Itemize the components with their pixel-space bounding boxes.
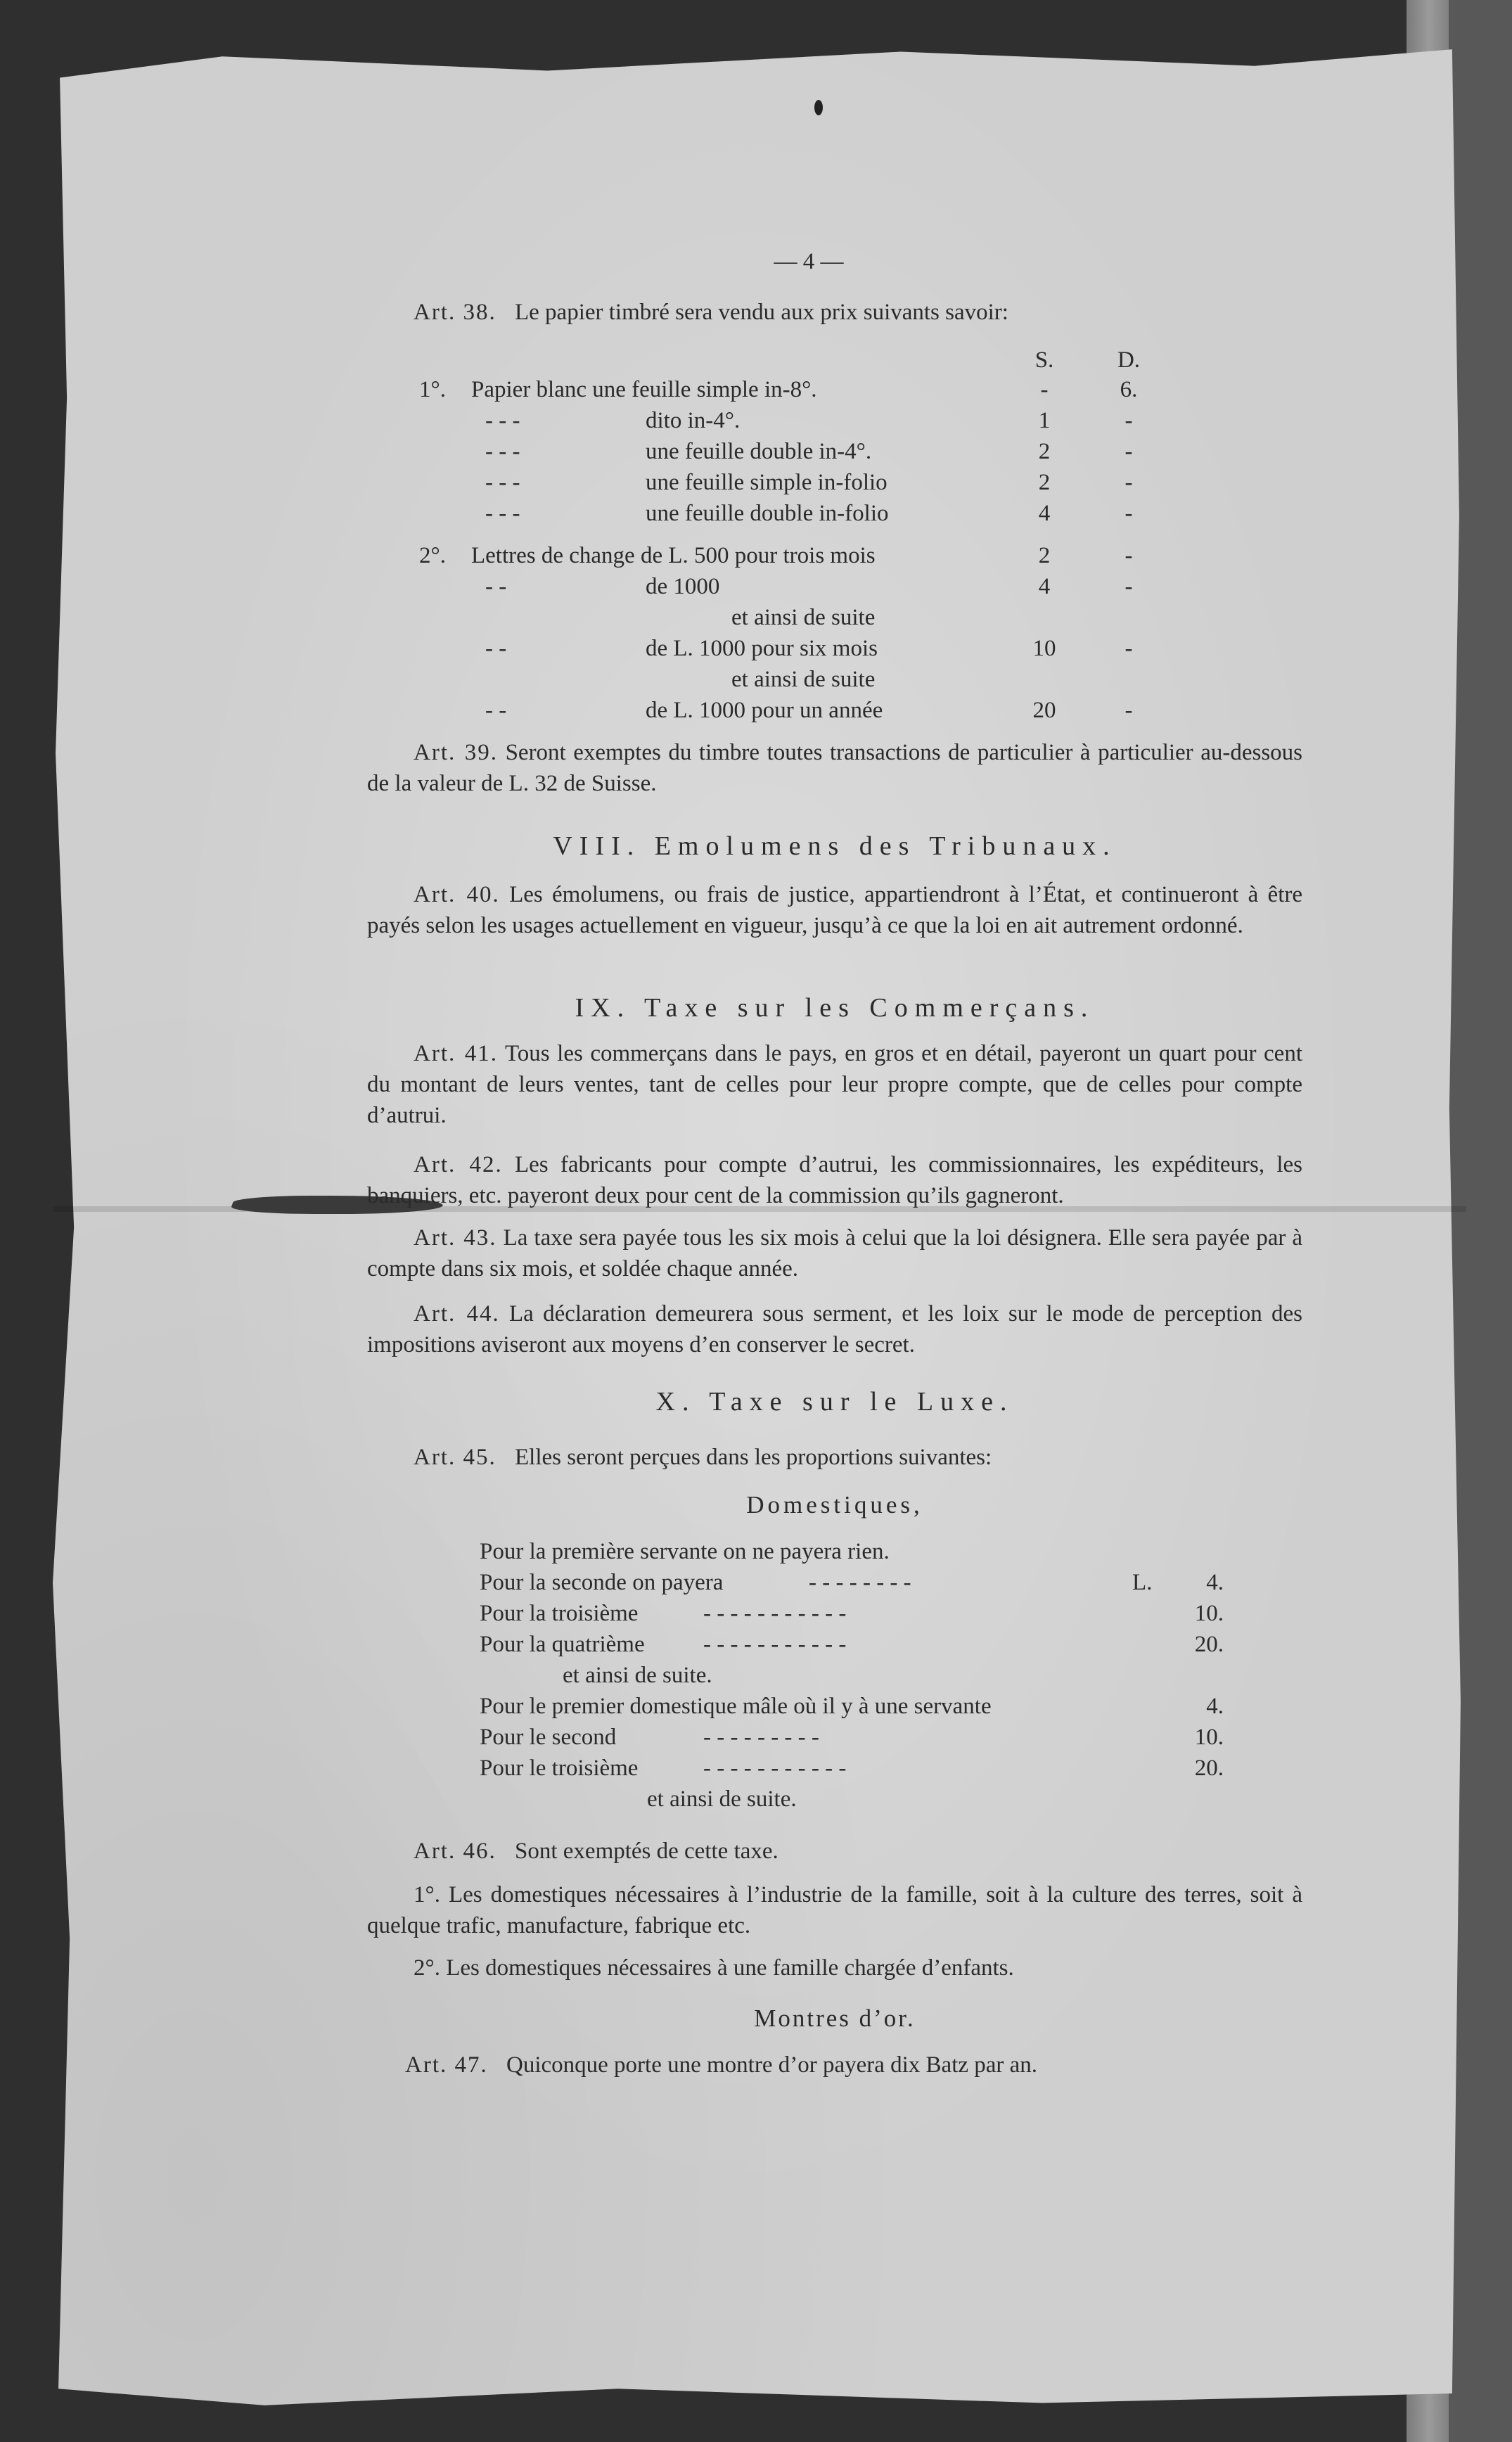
art38-row-ditto: - - -: [485, 501, 520, 526]
art38-col-s: S.: [1034, 347, 1054, 373]
art38-row-sols: 4: [1038, 574, 1051, 599]
art40-text: Les émolumens, ou frais de justice, appartiendront à l’État, et continueront à être payés selon les usages actuellement en vigueur, jusqu’à ce que la loi en ait autrement ordonné.: [367, 882, 1303, 938]
art43-text: La taxe sera payée tous les six mois à celui que la loi désignera. Elle sera payée par à compte dans six mois, et soldée chaque année.: [367, 1225, 1303, 1281]
art38-row-ditto: - - -: [485, 408, 520, 433]
art38-text: Le papier timbré sera vendu aux prix suivants savoir:: [515, 300, 1008, 325]
art38-row-description: Lettres de change de L. 500 pour trois mois: [471, 543, 876, 568]
art38-row-deniers: -: [1125, 698, 1133, 723]
art39-label: Art. 39.: [414, 740, 499, 765]
art38-label: Art. 38.: [414, 300, 496, 325]
art46-item-2: 2°. Les domestiques nécessaires à une famille chargée d’enfants.: [414, 1955, 1014, 1981]
art45-row-amount: 20.: [1194, 1632, 1224, 1657]
art38-row-description: une feuille double in-4°.: [646, 439, 872, 464]
art38-row-deniers: -: [1125, 470, 1133, 495]
art38-row-description: de L. 1000 pour six mois: [646, 636, 878, 661]
art45-row-description: Pour la seconde on payera: [480, 1570, 724, 1595]
art45-paragraph: [414, 1443, 992, 1471]
art40-label: Art. 40.: [414, 882, 500, 907]
art38-row-number: 2°.: [419, 543, 446, 568]
art38-row-ditto: - - -: [485, 470, 520, 495]
art45-row-description: Pour la troisième: [480, 1601, 639, 1626]
montres-subtitle: Montres d’or.: [754, 2005, 916, 2032]
art38-row-deniers: -: [1125, 408, 1133, 433]
art40-paragraph: [367, 879, 1302, 941]
art44-label: Art. 44.: [414, 1301, 500, 1327]
art38-row-sols: 2: [1038, 439, 1051, 464]
art38-row-number: 1°.: [419, 377, 446, 402]
section-8-heading: VIII. Emolumens des Tribunaux.: [553, 831, 1117, 861]
art45-row-currency: L.: [1132, 1570, 1153, 1595]
art45-text: Elles seront perçues dans les proportions suivantes:: [515, 1445, 992, 1470]
art38-row-ditto: - -: [485, 636, 507, 661]
art45-row-amount: 10.: [1194, 1725, 1224, 1750]
art45-row-leader: - - - - - - - -: [809, 1570, 911, 1595]
art45-row-description: Pour la première servante on ne payera rien.: [480, 1539, 890, 1564]
art45-row-leader: - - - - - - - - -: [703, 1725, 819, 1750]
art45-row-description: Pour le troisième: [480, 1756, 639, 1781]
art41-paragraph: [367, 1038, 1302, 1131]
section-10-heading: X. Taxe sur le Luxe.: [655, 1387, 1014, 1417]
domestiques-subtitle: Domestiques,: [746, 1491, 923, 1519]
art46-paragraph: [414, 1837, 779, 1865]
art38-row-description: de 1000: [646, 574, 720, 599]
art46-item-1: 1°. Les domestiques nécessaires à l’industrie de la famille, soit à la culture des terres, soit à quelque trafic, manufacture, fabrique etc.: [367, 1882, 1302, 1938]
art38-row-deniers: -: [1125, 439, 1133, 464]
art45-row-amount: 4.: [1206, 1570, 1224, 1595]
art41-label: Art. 41.: [414, 1041, 499, 1066]
art45-row-amount: 4.: [1206, 1694, 1224, 1719]
art47-text: Quiconque porte une montre d’or payera dix Batz par an.: [506, 2052, 1038, 2078]
art38-row-sols: 2: [1038, 470, 1051, 495]
art38-row-sols: 20: [1032, 698, 1056, 723]
art42-label: Art. 42.: [414, 1152, 503, 1177]
art43-paragraph: [367, 1222, 1302, 1284]
art38-row-deniers: 6.: [1120, 377, 1138, 402]
art44-text: La déclaration demeurera sous serment, et les loix sur le mode de perception des impositions aviseront aux moyens d’en conserver le secret.: [367, 1301, 1303, 1357]
art38-row-description: Papier blanc une feuille simple in-8°.: [471, 377, 817, 402]
art38-row-deniers: -: [1125, 636, 1133, 661]
art41-text: Tous les commerçans dans le pays, en gros et en détail, payeront un quart pour cent du montant de leurs ventes, tant de celles pour leur propre compte, que de celles pour compte d’autrui.: [367, 1041, 1302, 1128]
art42-paragraph: [367, 1149, 1302, 1211]
art43-label: Art. 43.: [414, 1225, 497, 1251]
art38-row-sols: 1: [1038, 408, 1051, 433]
art38-paragraph: [414, 298, 1008, 326]
art44-paragraph: [367, 1298, 1302, 1360]
art47-label: Art. 47.: [405, 2052, 488, 2078]
section-9-heading: IX. Taxe sur les Commerçans.: [575, 993, 1095, 1023]
art38-row-deniers: -: [1125, 501, 1133, 526]
art38-row-sols: 4: [1038, 501, 1051, 526]
art42-text: Les fabricants pour compte d’autrui, les commissionnaires, les expéditeurs, les banquiers, etc. payeront deux pour cent de la commission qu’ils gagneront.: [367, 1152, 1302, 1208]
art45-label: Art. 45.: [414, 1445, 496, 1470]
art39-paragraph: [367, 737, 1302, 799]
art38-row-sols: 2: [1038, 543, 1051, 568]
art45-row-amount: 10.: [1194, 1601, 1224, 1626]
art38-row-ditto: - -: [485, 698, 507, 723]
art45-row-description: et ainsi de suite.: [647, 1786, 797, 1812]
art45-row-amount: 20.: [1194, 1756, 1224, 1781]
art45-row-description: et ainsi de suite.: [563, 1663, 712, 1688]
art38-row-ditto: - -: [485, 574, 507, 599]
art38-col-d: D.: [1117, 347, 1141, 373]
art38-row-description: de L. 1000 pour un année: [646, 698, 883, 723]
art45-row-description: Pour la quatrième: [480, 1632, 645, 1657]
art38-row-description: une feuille double in-folio: [646, 501, 889, 526]
art38-row-ditto: - - -: [485, 439, 520, 464]
art38-row-description: et ainsi de suite: [731, 667, 876, 692]
art46-text: Sont exemptés de cette taxe.: [515, 1839, 779, 1864]
art38-row-deniers: -: [1125, 543, 1133, 568]
art45-row-description: Pour le second: [480, 1725, 617, 1750]
art46-label: Art. 46.: [414, 1839, 496, 1864]
art38-row-sols: 10: [1032, 636, 1056, 661]
art38-row-deniers: -: [1125, 574, 1133, 599]
art45-row-leader: - - - - - - - - - - -: [703, 1632, 847, 1657]
art38-row-description: une feuille simple in-folio: [646, 470, 888, 495]
art47-paragraph: [405, 2051, 1037, 2079]
art45-row-description: Pour le premier domestique mâle où il y à une servante: [480, 1694, 992, 1719]
art38-row-description: dito in-4°.: [646, 408, 741, 433]
art38-row-description: et ainsi de suite: [731, 605, 876, 630]
art45-row-leader: - - - - - - - - - - -: [703, 1756, 847, 1781]
art38-row-sols: -: [1040, 377, 1049, 402]
art39-text: Seront exemptes du timbre toutes transactions de particulier à particulier au-dessous de la valeur de L. 32 de Suisse.: [367, 740, 1303, 796]
art45-row-leader: - - - - - - - - - - -: [703, 1601, 847, 1626]
page-number: — 4 —: [774, 249, 844, 274]
